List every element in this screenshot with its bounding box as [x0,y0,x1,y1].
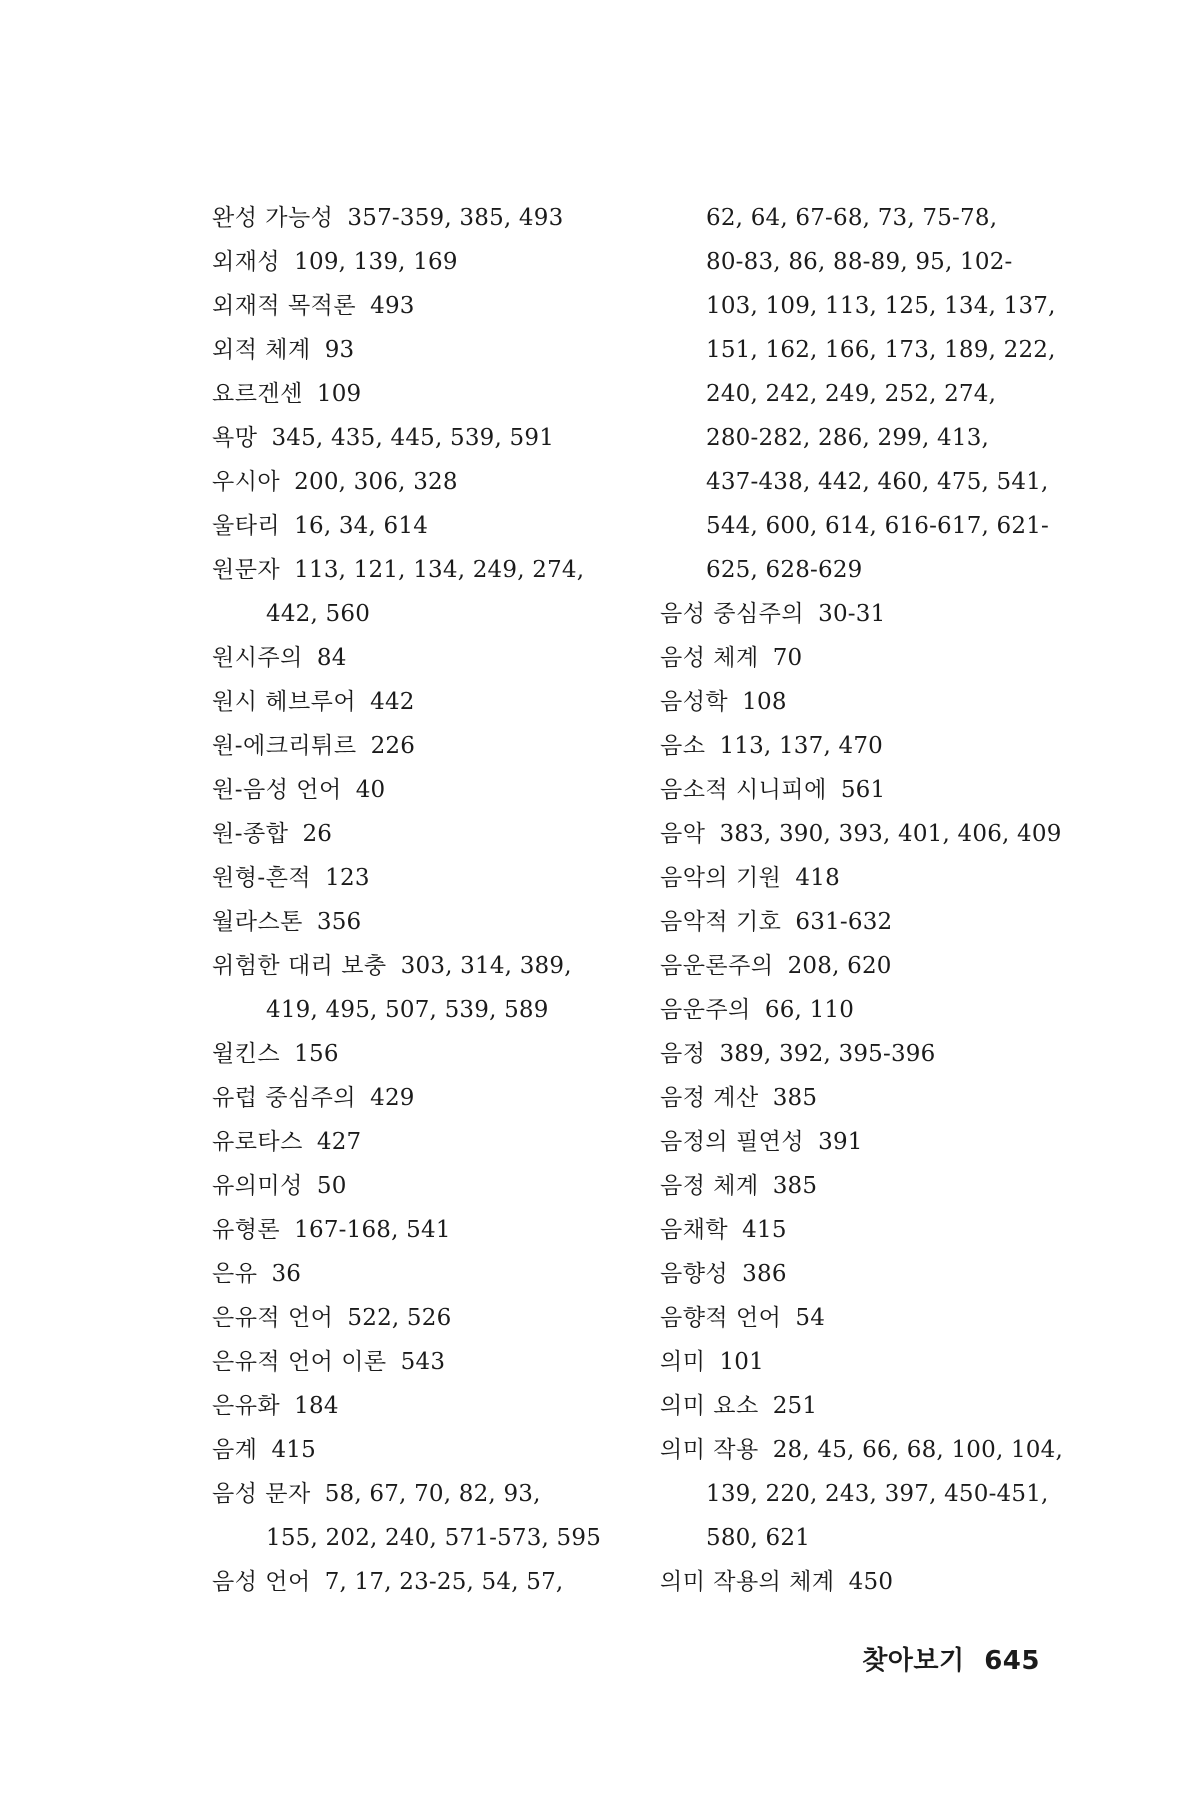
index-entry [212,504,602,548]
index-entry [212,1252,602,1296]
index-term: 은유화 [212,1393,281,1419]
index-entry [212,856,602,900]
index-page-refs: 54 [795,1305,826,1331]
index-entry [212,240,602,284]
index-page-refs: 66, 110 [764,997,855,1023]
index-entry [660,372,1040,416]
index-entry [212,988,602,1032]
index-page-refs: 625, 628-629 [706,557,863,583]
index-term: 원문자 [212,557,281,583]
index-entry [212,328,602,372]
index-page-refs: 7, 17, 23-25, 54, 57, [324,1569,564,1595]
index-page-refs: 303, 314, 389, [400,953,572,979]
index-page-refs: 70 [772,645,803,671]
index-page-refs: 386 [742,1261,787,1287]
index-page-refs: 561 [840,777,886,803]
left-index-column [212,196,602,1604]
index-page-refs: 184 [294,1393,339,1419]
index-entry [660,1252,1040,1296]
index-term: 은유 [212,1261,258,1287]
index-entry [660,1164,1040,1208]
index-page-refs: 391 [818,1129,863,1155]
index-entry [660,944,1040,988]
index-page-refs: 251 [772,1393,818,1419]
index-term: 월라스톤 [212,909,303,935]
index-term: 음악의 기원 [660,865,782,891]
index-page-refs: 108 [742,689,787,715]
index-term: 음성 언어 [212,1569,311,1595]
index-page-refs: 450 [848,1569,894,1595]
index-entry [660,328,1056,372]
index-page-refs: 385 [772,1173,818,1199]
index-entry [660,1516,1040,1560]
index-term: 유형론 [212,1217,281,1243]
index-entry [212,372,602,416]
index-term: 의미 요소 [660,1393,759,1419]
index-term: 음향적 언어 [660,1305,782,1331]
index-page-refs: 156 [294,1041,339,1067]
index-term: 울타리 [212,513,281,539]
index-term: 음정 체계 [660,1173,759,1199]
index-term: 외재적 목적론 [212,293,357,319]
index-page-refs: 36 [271,1261,302,1287]
index-term: 원-에크리튀르 [212,733,357,759]
index-entry [660,548,1040,592]
index-page-refs: 419, 495, 507, 539, 589 [266,997,549,1023]
index-term: 음채학 [660,1217,729,1243]
index-term: 원시 헤브루어 [212,689,357,715]
index-page-refs: 415 [742,1217,787,1243]
index-term: 음정 계산 [660,1085,759,1111]
index-entry [660,636,1040,680]
index-page-refs: 418 [795,865,840,891]
index-entry [660,724,1040,768]
index-page-refs: 50 [316,1173,347,1199]
index-term: 음악적 기호 [660,909,782,935]
index-entry [660,504,1050,548]
index-page-refs: 109, 139, 169 [294,249,458,275]
index-entry [212,1340,602,1384]
index-entry [212,416,602,460]
index-entry [212,284,602,328]
index-entry [212,1428,602,1472]
index-entry [660,284,1056,328]
index-entry [660,856,1040,900]
index-page-refs: 429 [370,1085,415,1111]
index-entry [212,1384,602,1428]
index-entry [660,680,1040,724]
index-entry [212,724,602,768]
index-page-refs: 113, 121, 134, 249, 274, [294,557,585,583]
index-entry [212,592,602,636]
index-page-refs: 544, 600, 614, 616-617, 621- [706,513,1050,539]
index-page-refs: 200, 306, 328 [294,469,458,495]
index-term: 음운론주의 [660,953,774,979]
index-page-refs: 30-31 [818,601,886,627]
index-entry [660,1384,1040,1428]
index-page-refs: 93 [324,337,355,363]
index-term: 완성 가능성 [212,205,334,231]
index-page-refs: 139, 220, 243, 397, 450-451, [706,1481,1049,1507]
index-term: 유의미성 [212,1173,303,1199]
index-term: 위험한 대리 보충 [212,953,387,979]
index-term: 음성 문자 [212,1481,311,1507]
index-term: 외적 체계 [212,337,311,363]
index-entry [212,1516,602,1560]
index-entry [660,1428,1063,1472]
index-term: 외재성 [212,249,281,275]
index-term: 은유적 언어 [212,1305,334,1331]
index-term: 의미 작용의 체계 [660,1569,835,1595]
index-page-refs: 493 [370,293,415,319]
index-entry [212,1296,602,1340]
index-entry [660,1032,1040,1076]
index-term: 우시아 [212,469,281,495]
index-term: 요르겐센 [212,381,303,407]
index-entry [212,1120,602,1164]
index-entry [660,1296,1040,1340]
index-page-refs: 543 [400,1349,446,1375]
index-page-refs: 103, 109, 113, 125, 134, 137, [706,293,1056,319]
index-term: 원시주의 [212,645,303,671]
index-entry [660,1208,1040,1252]
index-entry [212,680,602,724]
index-page-refs: 580, 621 [706,1525,811,1551]
index-term: 음정의 필연성 [660,1129,805,1155]
index-entry [212,1076,602,1120]
index-entry [660,988,1040,1032]
index-page-refs: 385 [772,1085,818,1111]
index-page-refs: 208, 620 [787,953,892,979]
index-term: 은유적 언어 이론 [212,1349,387,1375]
index-page-refs: 226 [370,733,416,759]
index-entry [660,768,1040,812]
footer-section-label: 찾아보기 [862,1646,965,1676]
index-page-refs: 84 [316,645,347,671]
page-footer [862,1640,1040,1677]
index-page-refs: 123 [325,865,370,891]
index-page-refs: 437-438, 442, 460, 475, 541, [706,469,1049,495]
index-page-refs: 383, 390, 393, 401, 406, 409 [719,821,1062,847]
index-entry [660,460,1049,504]
index-entry [660,1076,1040,1120]
index-term: 유럽 중심주의 [212,1085,357,1111]
index-term: 원-음성 언어 [212,777,342,803]
index-term: 음소적 시니피에 [660,777,827,803]
index-page-refs: 26 [302,821,333,847]
index-entry [660,416,1040,460]
index-page-refs: 356 [316,909,362,935]
index-entry [212,196,602,240]
index-term: 음운주의 [660,997,751,1023]
index-page-refs: 442, 560 [266,601,371,627]
index-page-refs: 357-359, 385, 493 [347,205,564,231]
index-entry [212,1472,602,1516]
index-page-refs: 389, 392, 395-396 [719,1041,936,1067]
index-term: 음성 체계 [660,645,759,671]
index-entry [212,548,602,592]
index-page-refs: 415 [271,1437,316,1463]
index-entry [660,240,1040,284]
index-term: 음정 [660,1041,706,1067]
index-entry [212,812,602,856]
index-page-refs: 280-282, 286, 299, 413, [706,425,990,451]
index-entry [660,592,1040,636]
index-entry [212,1032,602,1076]
index-term: 의미 [660,1349,706,1375]
index-entry [212,1208,602,1252]
index-term: 음소 [660,733,706,759]
index-term: 원-종합 [212,821,289,847]
index-entry [660,1340,1040,1384]
index-page-refs: 427 [316,1129,362,1155]
index-page-refs: 113, 137, 470 [719,733,883,759]
index-page-refs: 16, 34, 614 [294,513,429,539]
index-term: 음계 [212,1437,258,1463]
index-page-refs: 151, 162, 166, 173, 189, 222, [706,337,1056,363]
index-entry [660,812,1062,856]
index-entry [660,1120,1040,1164]
index-entry [660,1472,1049,1516]
page-number: 645 [984,1646,1040,1676]
index-term: 윌킨스 [212,1041,281,1067]
index-page-refs: 58, 67, 70, 82, 93, [324,1481,541,1507]
index-page-refs: 28, 45, 66, 68, 100, 104, [772,1437,1063,1463]
index-entry [212,460,602,504]
index-page-refs: 240, 242, 249, 252, 274, [706,381,997,407]
right-index-column [660,196,1063,1604]
index-page-refs: 167-168, 541 [294,1217,451,1243]
index-page-refs: 155, 202, 240, 571-573, 595 [266,1525,602,1551]
index-page-refs: 631-632 [795,909,893,935]
index-page-refs: 101 [719,1349,764,1375]
index-entry [660,196,1040,240]
index-entry [660,900,1040,944]
index-page-refs: 109 [316,381,362,407]
index-term: 음성 중심주의 [660,601,805,627]
index-entry [212,1164,602,1208]
index-page-refs: 522, 526 [347,1305,452,1331]
index-page-refs: 80-83, 86, 88-89, 95, 102- [706,249,1013,275]
index-term: 음향성 [660,1261,729,1287]
index-entry [212,900,602,944]
index-page-refs: 62, 64, 67-68, 73, 75-78, [706,205,998,231]
index-page-refs: 345, 435, 445, 539, 591 [271,425,555,451]
index-term: 의미 작용 [660,1437,759,1463]
index-entry [212,636,602,680]
index-entry [212,944,602,988]
index-term: 원형-흔적 [212,865,312,891]
index-entry [212,1560,602,1604]
index-entry [212,768,602,812]
index-term: 욕망 [212,425,258,451]
index-page-refs: 40 [355,777,386,803]
index-term: 음악 [660,821,706,847]
index-entry [660,1560,1040,1604]
index-term: 유로타스 [212,1129,303,1155]
index-term: 음성학 [660,689,729,715]
index-page-refs: 442 [370,689,415,715]
